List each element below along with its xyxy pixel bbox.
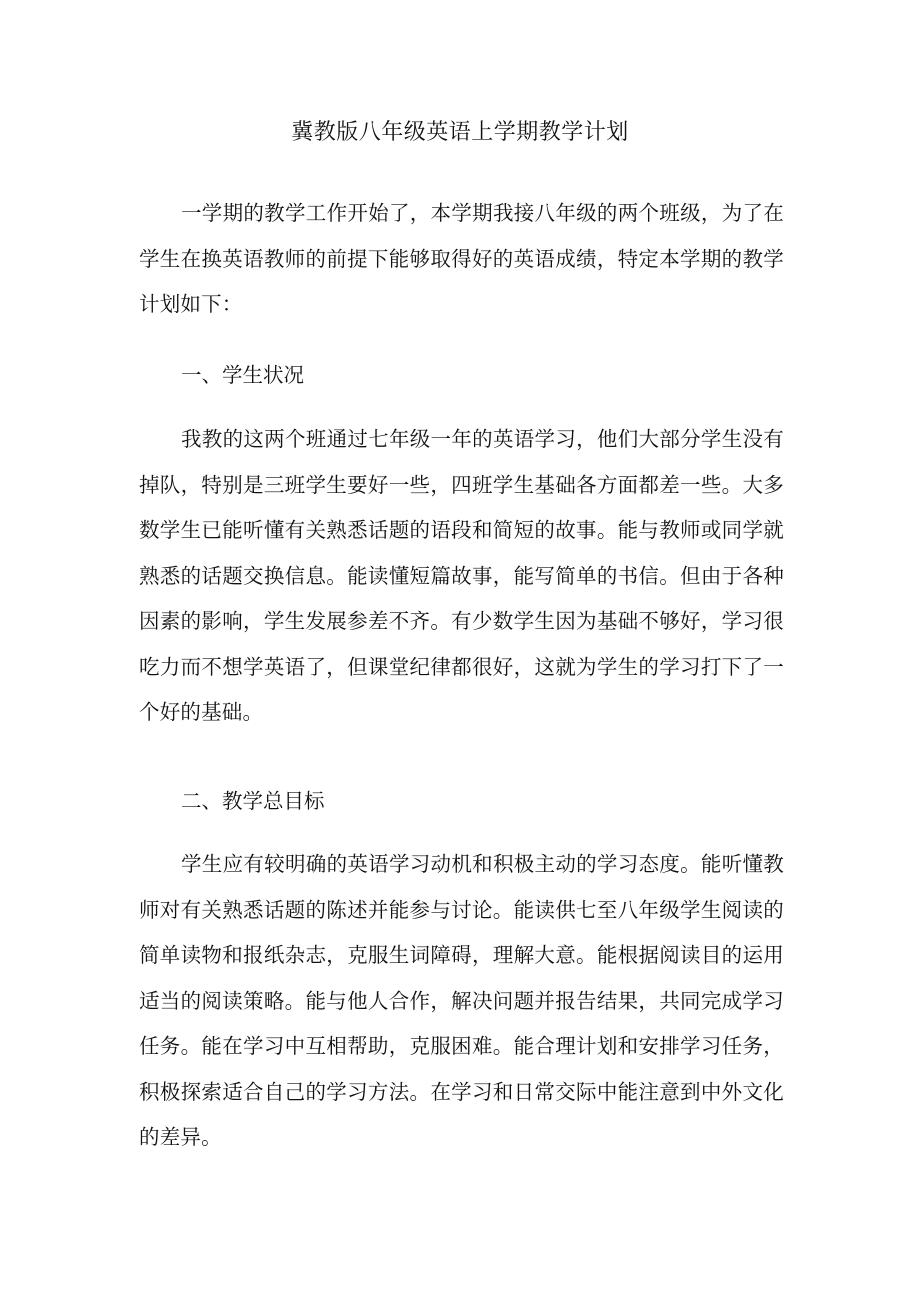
section-heading-teaching-goals: 二、教学总目标 (181, 789, 325, 813)
section-body-teaching-goals: 学生应有较明确的英语学习动机和积极主动的学习态度。能听懂教师对有关熟悉话题的陈述并能参与讨论。能读供七至八年级学生阅读的简单读物和报纸杂志，克服生词障碍，理解大意。能根据阅读目的运用适当的阅读策略。能与他人合作，解决问题并报告结果，共同完成学习任务。能在学习中互相帮助，克服困难。能合理计划和安排学习任务，积极探索适合自己的学习方法。在学习和日常交际中能注意到中外文化的差异。 (139, 852, 784, 1149)
document-title: 冀教版八年级英语上学期教学计划 (291, 120, 629, 145)
section-heading-student-status: 一、学生状况 (181, 363, 304, 387)
section-body-student-status: 我教的这两个班通过七年级一年的英语学习，他们大部分学生没有掉队，特别是三班学生要好一些，四班学生基础各方面都差一些。大多数学生已能听懂有关熟悉话题的语段和简短的故事。能与教师或同学就熟悉的话题交换信息。能读懂短篇故事，能写简单的书信。但由于各种因素的影响，学生发展参差不齐。有少数学生因为基础不够好，学习很吃力而不想学英语了，但课堂纪律都很好，这就为学生的学习打下了一个好的基础。 (139, 427, 784, 724)
intro-paragraph: 一学期的教学工作开始了，本学期我接八年级的两个班级，为了在学生在换英语教师的前提下能够取得好的英语成绩，特定本学期的教学计划如下： (139, 201, 784, 316)
